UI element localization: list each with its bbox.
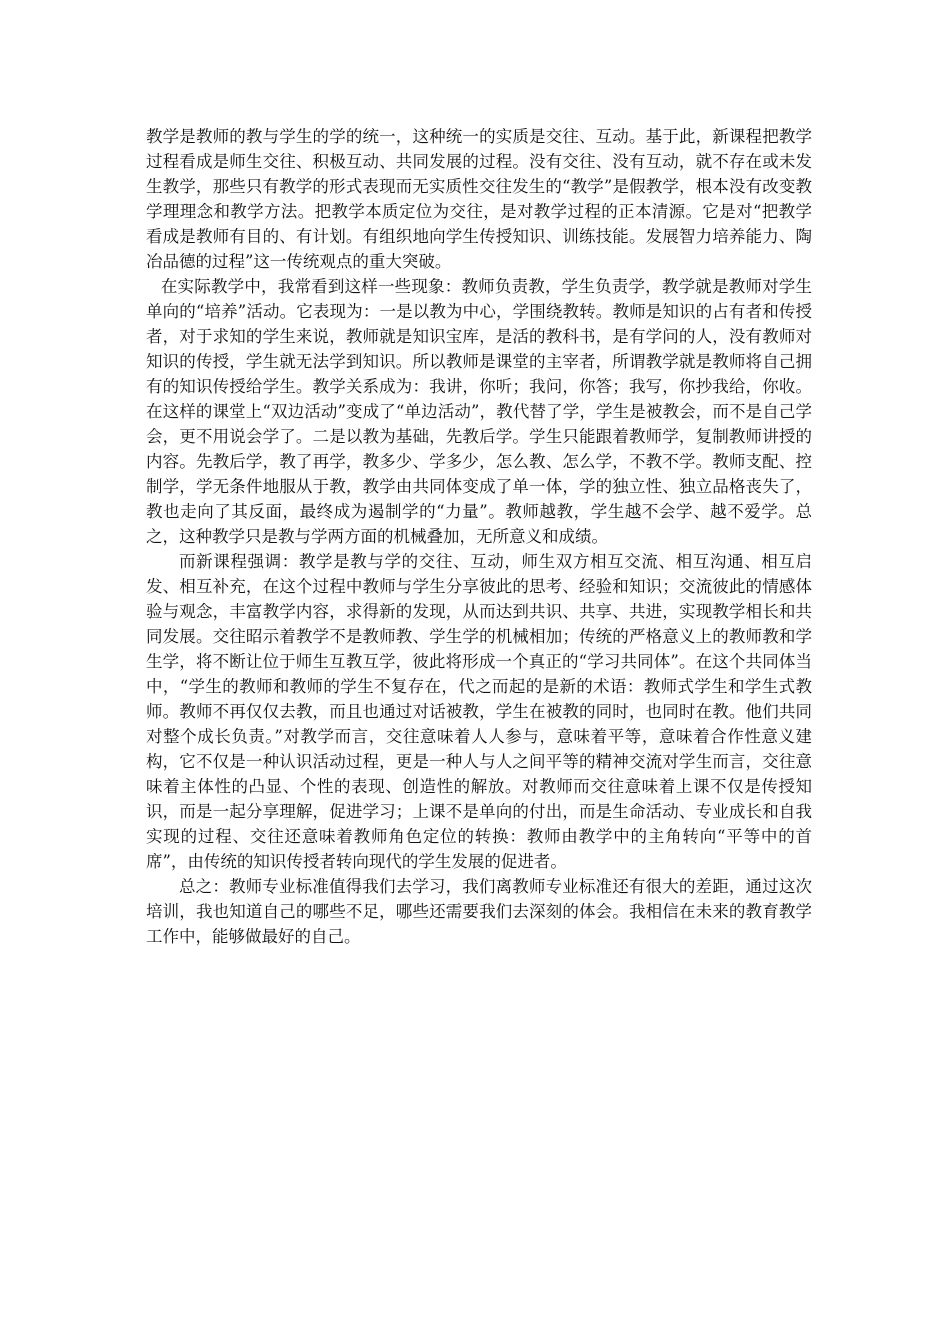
paragraph-1: 教学是教师的教与学生的学的统一，这种统一的实质是交往、互动。基于此，新课程把教学过程看成是师生交往、积极互动、共同发展的过程。没有交往、没有互动，就不存在或未发生教学，那些只有教学的形式表现而无实质性交往发生的“教学”是假教学，根本没有改变教学理理念和教学方法。把教学本质定位为交往，是对教学过程的正本清源。它是对“把教学看成是教师有目的、有计划。有组织地向学生传授知识、训练技能。发展智力培养能力、陶冶品德的过程”这一传统观点的重大突破。 [146, 127, 812, 271]
document-body [146, 124, 812, 949]
paragraph-3: 而新课程强调：教学是教与学的交往、互动，师生双方相互交流、相互沟通、相互启发、相互补充，在这个过程中教师与学生分享彼此的思考、经验和知识；交流彼此的情感体验与观念，丰富教学内容，求得新的发现，从而达到共识、共享、共进，实现教学相长和共同发展。交往昭示着教学不是教师教、学生学的机械相加；传统的严格意义上的教师教和学生学，将不断让位于师生互教互学，彼此将形成一个真正的“学习共同体”。在这个共同体当中，“学生的教师和教师的学生不复存在，代之而起的是新的术语：教师式学生和学生式教师。教师不再仅仅去教，而且也通过对话被教，学生在被教的同时，也同时在教。他们共同对整个成长负责。”对教学而言，交往意味着人人参与，意味着平等，意味着合作性意义建构，它不仅是一种认识活动过程，更是一种人与人之间平等的精神交流对学生而言，交往意味着主体性的凸显、个性的表现、创造性的解放。对教师而交往意味着上课不仅是传授知识，而是一起分享理解，促进学习；上课不是单向的付出，而是生命活动、专业成长和自我实现的过程、交往还意味着教师角色定位的转换：教师由教学中的主角转向“平等中的首席”，由传统的知识传授者转向现代的学生发展的促进者。 [146, 552, 812, 871]
paragraph-4: 总之：教师专业标准值得我们去学习，我们离教师专业标准还有很大的差距，通过这次培训，我也知道自己的哪些不足，哪些还需要我们去深刻的体会。我相信在未来的教育教学工作中，能够做最好的自己。 [146, 877, 812, 946]
paragraph-2: 在实际教学中，我常看到这样一些现象：教师负责教，学生负责学，教学就是教师对学生单向的“培养”活动。它表现为：一是以教为中心，学围绕教转。教师是知识的占有者和传授者，对于求知的学生来说，教师就是知识宝库，是活的教科书，是有学问的人，没有教师对知识的传授，学生就无法学到知识。所以教师是课堂的主宰者，所谓教学就是教师将自己拥有的知识传授给学生。教学关系成为：我讲，你听；我问，你答；我写，你抄我给，你收。在这样的课堂上“双边活动”变成了“单边活动”，教代替了学，学生是被教会，而不是自己学会，更不用说会学了。二是以教为基础，先教后学。学生只能跟着教师学，复制教师讲授的内容。先教后学，教了再学，教多少、学多少，怎么教、怎么学，不教不学。教师支配、控制学，学无条件地服从于教，教学由共同体变成了单一体，学的独立性、独立品格丧失了，教也走向了其反面，最终成为遏制学的“力量”。教师越教，学生越不会学、越不爱学。总之，这种教学只是教与学两方面的机械叠加，无所意义和成绩。 [146, 277, 812, 546]
